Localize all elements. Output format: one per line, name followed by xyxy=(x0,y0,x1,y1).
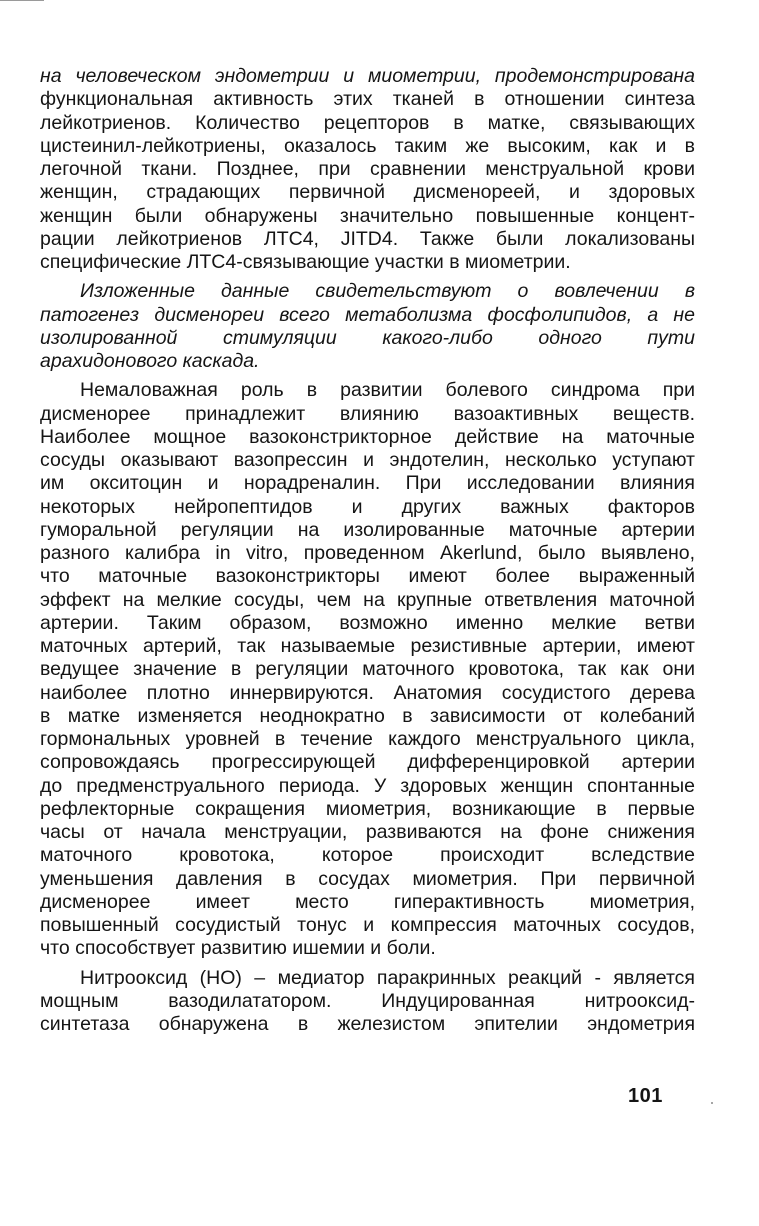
body-text xyxy=(40,65,695,1042)
text-line: патогенез дисменореи всего метаболизма фосфолипидов, а не xyxy=(40,303,695,326)
text-line: уменьшения давления в сосудах миометрия. При первичной xyxy=(40,867,695,890)
text-line: дисменорее принадлежит влиянию вазоактивных веществ. xyxy=(40,402,695,425)
text-line: ведущее значение в регуляции маточного кровотока, так как они xyxy=(40,658,695,681)
text-line: сосуды оказывают вазопрессин и эндотелин, несколько уступают xyxy=(40,449,695,471)
paragraph-leukotrienes xyxy=(40,65,695,274)
text-line: в матке изменяется неоднократно в зависимости от колебаний xyxy=(40,704,695,727)
text-line: функциональная активность этих тканей в отношении синтеза xyxy=(40,88,695,111)
text-line: Наиболее мощное вазоконстрикторное действие на маточные xyxy=(40,425,695,448)
text-line: рации лейкотриенов ЛТС4, JITD4. Также были локализованы xyxy=(40,227,695,250)
text-line: дисменорее имеет место гиперактивность миометрия, xyxy=(40,890,695,913)
text-line: наиболее плотно иннервируются. Анатомия сосудистого дерева xyxy=(40,681,695,704)
text-line: женщин, страдающих первичной дисменореей, и здоровых xyxy=(40,181,695,204)
text-line: рефлекторные сокращения миометрия, возникающие в первые xyxy=(40,797,695,820)
text-line: до предменструального периода. У здоровых женщин спонтанные xyxy=(40,774,695,797)
scan-speck xyxy=(711,1102,713,1104)
text-line: повышенный сосудистый тонус и компрессия маточных сосудов, xyxy=(40,914,695,936)
text-line: что маточные вазоконстрикторы имеют более выраженный xyxy=(40,565,695,588)
paragraph-vasoactive xyxy=(40,379,695,960)
text-line: гуморальной регуляции на изолированные маточные артерии xyxy=(40,518,695,541)
text-line: что способствует развитию ишемии и боли. xyxy=(40,937,436,960)
text-line: некоторых нейропептидов и других важных факторов xyxy=(40,495,695,518)
text-line: синтетаза обнаружена в железистом эпителии эндометрия xyxy=(40,1013,695,1035)
text-line: специфические ЛТС4-связывающие участки в миометрии. xyxy=(40,251,571,273)
text-line: Немаловажная роль в развитии болевого синдрома при xyxy=(80,379,695,402)
text-line: мощным вазодилататором. Индуцированная нитрооксид- xyxy=(40,989,695,1012)
paragraph-summary xyxy=(40,280,695,373)
text-line: легочной ткани. Позднее, при сравнении менструальной крови xyxy=(40,158,695,180)
text-line: гормональных уровней в течение каждого менструального цикла, xyxy=(40,728,695,750)
paragraph-nitric-oxide xyxy=(40,967,695,1037)
page-number: 101 xyxy=(628,1085,663,1107)
text-line: маточного кровотока, которое происходит вследствие xyxy=(40,844,695,867)
text-line: разного калибра in vitro, проведенном Akerlund, было выявлено, xyxy=(40,542,695,564)
text-line: изолированной стимуляции какого-либо одного пути xyxy=(40,326,695,349)
text-line: артерии. Таким образом, возможно именно мелкие ветви xyxy=(40,611,695,634)
top-left-rule xyxy=(0,0,44,1)
text-line: сопровождаясь прогрессирующей дифференцировкой артерии xyxy=(40,751,695,774)
text-line: на человеческом эндометрии и миометрии, продемонстрирована xyxy=(40,65,695,87)
text-line: Нитрооксид (НО) – медиатор паракринных реакций - является xyxy=(80,966,695,989)
text-line: арахидонового каскада. xyxy=(40,350,260,372)
text-line: часы от начала менструации, развиваются на фоне снижения xyxy=(40,821,695,843)
text-line: женщин были обнаружены значительно повышенные концент- xyxy=(40,204,695,227)
text-line: цистеинил-лейкотриены, оказалось таким же высоким, как и в xyxy=(40,134,695,157)
text-line: маточных артерий, так называемые резистивные артерии, имеют xyxy=(40,635,695,657)
text-line: эффект на мелкие сосуды, чем на крупные ответвления маточной xyxy=(40,588,695,611)
text-line: Изложенные данные свидетельствуют о вовлечении в xyxy=(80,280,695,303)
text-line: лейкотриенов. Количество рецепторов в матке, связывающих xyxy=(40,111,695,134)
text-line: им окситоцин и норадреналин. При исследовании влияния xyxy=(40,472,695,495)
